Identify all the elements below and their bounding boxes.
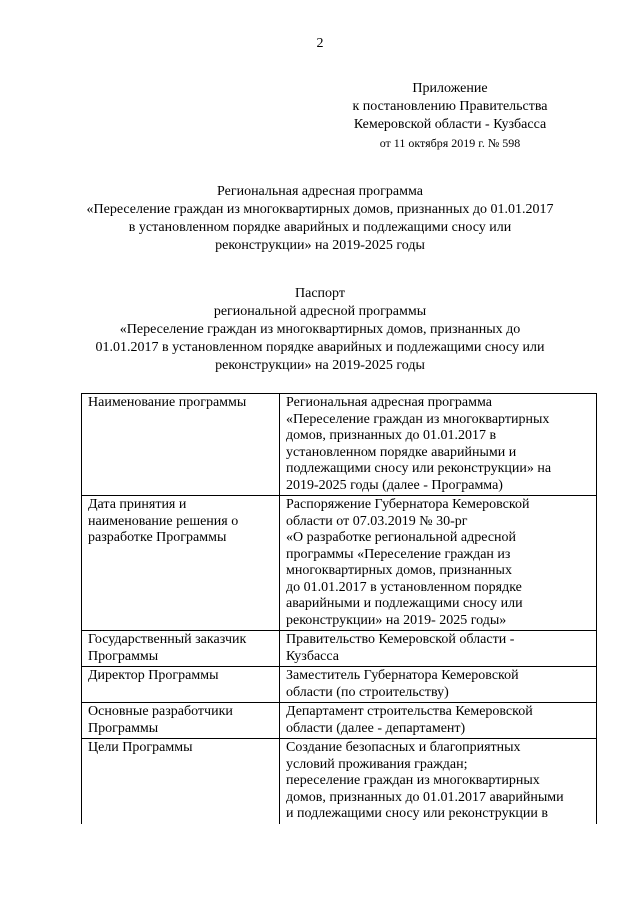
row-label-line: Основные разработчики bbox=[88, 704, 233, 719]
passport-title-line: «Переселение граждан из многоквартирных домов, признанных до bbox=[119, 322, 521, 337]
row-label-line: Государственный заказчик bbox=[88, 632, 247, 647]
row-label-line: Программы bbox=[88, 720, 159, 736]
row-value-line: и подлежащими сносу или реконструкции в bbox=[286, 806, 548, 821]
table-row bbox=[82, 496, 597, 631]
row-value-line: аварийными и подлежащими сносу или bbox=[286, 596, 523, 611]
row-value-line: Кузбасса bbox=[286, 648, 339, 664]
passport-title-line: 01.01.2017 в установленном порядке аварийных и подлежащими сносу или bbox=[95, 340, 545, 355]
row-value-line: до 01.01.2017 в установленном порядке bbox=[286, 579, 522, 595]
row-value-cell bbox=[280, 631, 597, 667]
program-title-line: «Переселение граждан из многоквартирных домов, признанных до 01.01.2017 bbox=[86, 202, 554, 217]
row-label-cell bbox=[82, 496, 280, 631]
row-value-cell bbox=[280, 394, 597, 496]
row-label-line: разработке Программы bbox=[88, 530, 227, 545]
row-value-line: области (по строительству) bbox=[286, 684, 449, 700]
passport-title-line: Паспорт bbox=[295, 286, 345, 301]
program-title-line: Региональная адресная программа bbox=[217, 184, 423, 199]
row-label-line: Цели Программы bbox=[88, 740, 193, 755]
row-value-line: домов, признанных до 01.01.2017 в bbox=[286, 428, 497, 443]
row-value-cell bbox=[280, 703, 597, 739]
program-title-line: реконструкции» на 2019-2025 годы bbox=[215, 238, 425, 253]
row-label-cell bbox=[82, 667, 280, 703]
appendix-date: от 11 октября 2019 г. № 598 bbox=[379, 136, 521, 150]
row-value-line: многоквартирных домов, признанных bbox=[286, 563, 512, 578]
program-title-line: в установленном порядке аварийных и подлежащими сносу или bbox=[128, 220, 512, 235]
row-value-line: Создание безопасных и благоприятных bbox=[286, 740, 521, 755]
row-label-cell bbox=[82, 631, 280, 667]
table-row bbox=[82, 739, 597, 824]
row-value-line: условий проживания граждан; bbox=[286, 756, 468, 772]
passport-title bbox=[60, 285, 580, 375]
row-value-line: 2019-2025 годы (далее - Программа) bbox=[286, 477, 503, 493]
row-value-line: домов, признанных до 01.01.2017 аварийными bbox=[286, 789, 564, 805]
row-value-line: Правительство Кемеровской области - bbox=[286, 632, 515, 647]
table-row bbox=[82, 631, 597, 667]
passport-title-line: реконструкции» на 2019-2025 годы bbox=[215, 358, 425, 373]
table-row bbox=[82, 394, 597, 496]
appendix-line: Приложение bbox=[412, 81, 488, 96]
row-label-cell bbox=[82, 703, 280, 739]
row-value-line: Региональная адресная программа bbox=[286, 395, 492, 410]
row-label-line: Наименование программы bbox=[88, 395, 247, 410]
row-value-line: программы «Переселение граждан из bbox=[286, 546, 511, 562]
row-value-line: Департамент строительства Кемеровской bbox=[286, 704, 533, 719]
row-label-line: Директор Программы bbox=[88, 668, 219, 683]
row-label-line: Программы bbox=[88, 648, 159, 664]
table-row bbox=[82, 703, 597, 739]
row-label-line: Дата принятия и bbox=[88, 497, 187, 512]
row-label-cell bbox=[82, 739, 280, 824]
appendix-line: к постановлению Правительства bbox=[352, 99, 548, 114]
row-value-line: области от 07.03.2019 № 30-рг bbox=[286, 513, 468, 529]
passport-table bbox=[81, 393, 597, 824]
row-value-line: Заместитель Губернатора Кемеровской bbox=[286, 668, 519, 683]
passport-title-line: региональной адресной программы bbox=[213, 304, 427, 319]
row-value-cell bbox=[280, 496, 597, 631]
row-value-line: «О разработке региональной адресной bbox=[286, 530, 517, 545]
row-value-line: переселение граждан из многоквартирных bbox=[286, 773, 540, 788]
row-value-line: установленном порядке аварийными и bbox=[286, 444, 517, 460]
appendix-header bbox=[330, 80, 570, 152]
row-value-cell bbox=[280, 739, 597, 824]
row-value-line: «Переселение граждан из многоквартирных bbox=[286, 411, 550, 427]
row-value-line: Распоряжение Губернатора Кемеровской bbox=[286, 497, 530, 512]
table-row bbox=[82, 667, 597, 703]
program-title bbox=[60, 183, 580, 255]
row-value-cell bbox=[280, 667, 597, 703]
page-number: 2 bbox=[316, 36, 324, 51]
row-value-line: подлежащими сносу или реконструкции» на bbox=[286, 461, 552, 476]
row-label-cell bbox=[82, 394, 280, 496]
row-value-line: области (далее - департамент) bbox=[286, 720, 466, 736]
appendix-line: Кемеровской области - Кузбасса bbox=[353, 117, 547, 132]
row-label-line: наименование решения о bbox=[88, 513, 239, 529]
row-value-line: реконструкции» на 2019- 2025 годы» bbox=[286, 612, 507, 628]
